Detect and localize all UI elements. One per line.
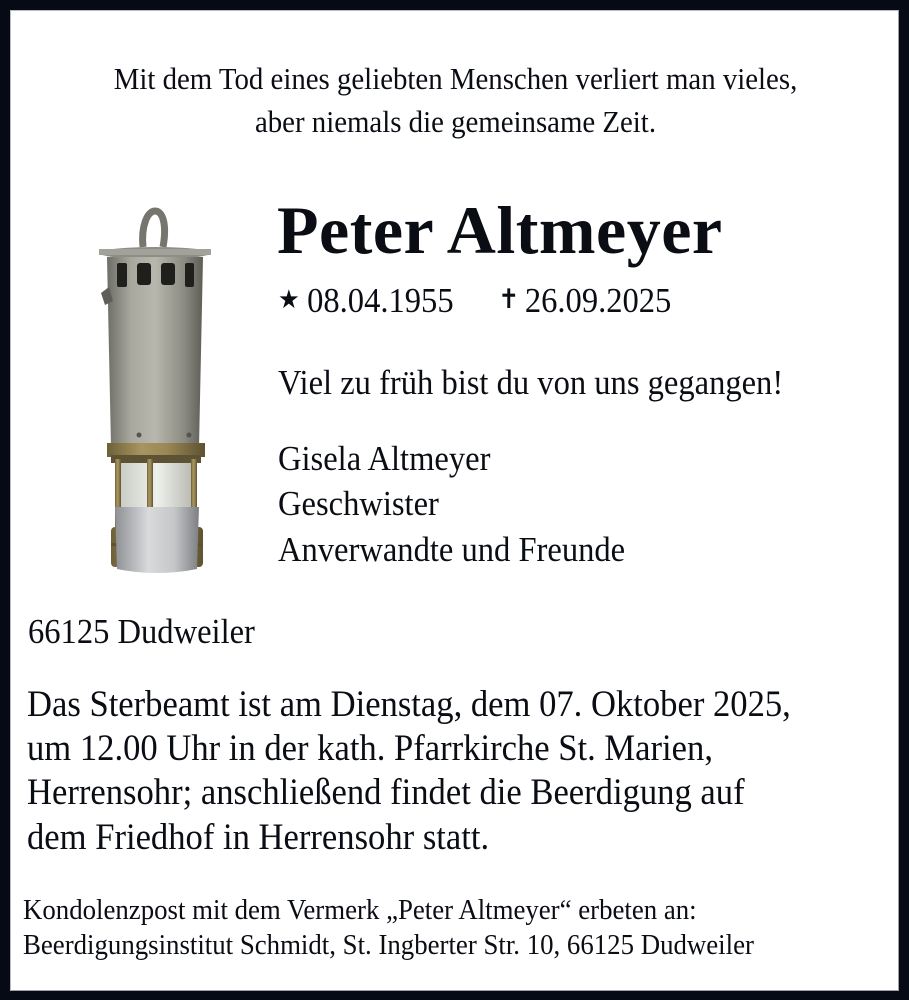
- mourner: Gisela Altmeyer: [278, 439, 491, 478]
- death-notice-card: [10, 10, 899, 991]
- quote-line-2: aber niemals die gemeinsame Zeit.: [254, 104, 657, 139]
- service-line: Das Sterbeamt ist am Dienstag, dem 07. Oktober 2025,: [27, 684, 791, 725]
- mourner: Anverwandte und Freunde: [278, 530, 626, 569]
- mourner: Geschwister: [278, 484, 439, 523]
- service-line: dem Friedhof in Herrensohr statt.: [27, 817, 490, 858]
- miners-safety-lamp-icon: [81, 197, 231, 577]
- funeral-home-address: Beerdigungsinstitut Schmidt, St. Ingberter Str. 10, 66125 Dudweiler: [23, 929, 754, 961]
- motto: Viel zu früh bist du von uns gegangen!: [278, 363, 784, 402]
- service-line: um 12.00 Uhr in der kath. Pfarrkirche St. Marien,: [27, 728, 713, 769]
- deceased-name: Peter Altmeyer: [277, 192, 723, 268]
- star-icon: ★: [278, 285, 300, 314]
- quote-line-1: Mit dem Tod eines geliebten Menschen verliert man vieles,: [113, 61, 798, 96]
- location: 66125 Dudweiler: [28, 612, 255, 651]
- service-line: Herrensohr; anschließend findet die Beerdigung auf: [27, 772, 745, 813]
- birth-date: 08.04.1955: [307, 281, 454, 320]
- condolence-note: Kondolenzpost mit dem Vermerk „Peter Altmeyer“ erbeten an:: [23, 894, 697, 926]
- life-dates: [278, 283, 671, 318]
- death-date: 26.09.2025: [524, 281, 672, 320]
- cross-icon: ✝: [498, 284, 520, 315]
